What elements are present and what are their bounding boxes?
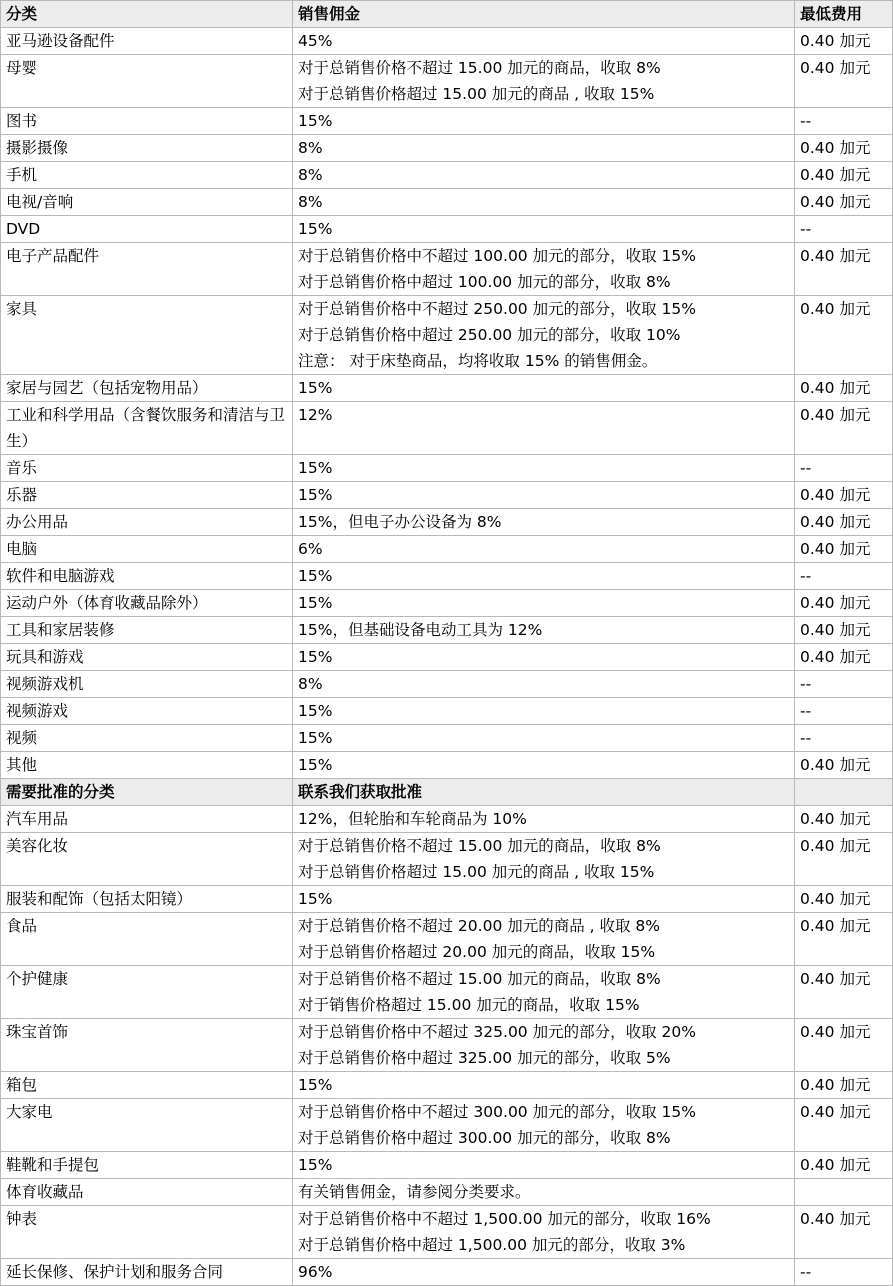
commission-cell — [293, 536, 795, 563]
commission-line: 对于总销售价格超过 15.00 加元的商品 , 收取 15% — [298, 85, 655, 103]
min-fee-cell: 0.40 加元 — [795, 162, 893, 189]
commission-line: 96% — [298, 1263, 333, 1281]
category-cell: 工具和家居装修 — [1, 617, 293, 644]
category-cell: 大家电 — [1, 1099, 293, 1152]
table-row — [1, 482, 893, 509]
commission-cell — [293, 913, 795, 966]
commission-cell — [293, 402, 795, 455]
commission-cell — [293, 216, 795, 243]
commission-cell — [293, 966, 795, 1019]
min-fee-cell: 0.40 加元 — [795, 966, 893, 1019]
table-row — [1, 108, 893, 135]
min-fee-cell: 0.40 加元 — [795, 1099, 893, 1152]
category-cell: 手机 — [1, 162, 293, 189]
approval-header-category: 需要批准的分类 — [1, 779, 293, 806]
table-row — [1, 536, 893, 563]
commission-cell — [293, 671, 795, 698]
min-fee-cell: 0.40 加元 — [795, 1152, 893, 1179]
commission-cell — [293, 509, 795, 536]
min-fee-cell: 0.40 加元 — [795, 243, 893, 296]
commission-line: 对于总销售价格中超过 300.00 加元的部分，收取 8% — [298, 1129, 671, 1147]
commission-cell — [293, 55, 795, 108]
commission-line: 8% — [298, 193, 323, 211]
commission-line: 12% — [298, 406, 333, 424]
table-row — [1, 1259, 893, 1286]
min-fee-cell: 0.40 加元 — [795, 509, 893, 536]
category-cell: DVD — [1, 216, 293, 243]
commission-cell — [293, 375, 795, 402]
category-cell: 电视/音响 — [1, 189, 293, 216]
category-cell: 办公用品 — [1, 509, 293, 536]
commission-line: 15% — [298, 756, 333, 774]
table-row — [1, 1019, 893, 1072]
category-cell: 鞋靴和手提包 — [1, 1152, 293, 1179]
commission-line: 15% — [298, 112, 333, 130]
commission-line: 15% — [298, 890, 333, 908]
table-row — [1, 55, 893, 108]
table-row — [1, 455, 893, 482]
commission-line: 15% — [298, 702, 333, 720]
commission-line: 注意： 对于床垫商品，均将收取 15% 的销售佣金。 — [298, 352, 658, 370]
min-fee-cell: 0.40 加元 — [795, 402, 893, 455]
commission-cell — [293, 162, 795, 189]
min-fee-cell: 0.40 加元 — [795, 617, 893, 644]
table-row — [1, 698, 893, 725]
commission-line: 15% — [298, 459, 333, 477]
header-min-fee: 最低费用 — [795, 1, 893, 28]
commission-line: 对于销售价格超过 15.00 加元的商品，收取 15% — [298, 996, 640, 1014]
table-row — [1, 402, 893, 455]
commission-line: 6% — [298, 540, 323, 558]
table-row — [1, 216, 893, 243]
category-cell: 视频 — [1, 725, 293, 752]
category-cell: 软件和电脑游戏 — [1, 563, 293, 590]
commission-cell — [293, 296, 795, 375]
category-cell: 摄影摄像 — [1, 135, 293, 162]
header-commission: 销售佣金 — [293, 1, 795, 28]
commission-line: 对于总销售价格中不超过 250.00 加元的部分，收取 15% — [298, 300, 696, 318]
commission-line: 8% — [298, 166, 323, 184]
min-fee-cell: 0.40 加元 — [795, 833, 893, 886]
min-fee-cell: 0.40 加元 — [795, 189, 893, 216]
table-row — [1, 725, 893, 752]
category-cell: 电子产品配件 — [1, 243, 293, 296]
commission-cell — [293, 1206, 795, 1259]
table-row — [1, 1072, 893, 1099]
min-fee-cell: 0.40 加元 — [795, 1072, 893, 1099]
table-row — [1, 1152, 893, 1179]
category-cell: 其他 — [1, 752, 293, 779]
min-fee-cell: -- — [795, 671, 893, 698]
category-cell: 运动户外（体育收藏品除外） — [1, 590, 293, 617]
category-cell: 图书 — [1, 108, 293, 135]
commission-cell — [293, 108, 795, 135]
min-fee-cell: 0.40 加元 — [795, 644, 893, 671]
commission-cell — [293, 563, 795, 590]
table-row — [1, 833, 893, 886]
table-row — [1, 806, 893, 833]
min-fee-cell: -- — [795, 108, 893, 135]
commission-line: 8% — [298, 675, 323, 693]
commission-cell — [293, 617, 795, 644]
commission-cell — [293, 1179, 795, 1206]
commission-line: 8% — [298, 139, 323, 157]
commission-line: 对于总销售价格超过 15.00 加元的商品 , 收取 15% — [298, 863, 655, 881]
commission-cell — [293, 1152, 795, 1179]
table-row — [1, 375, 893, 402]
min-fee-cell: 0.40 加元 — [795, 28, 893, 55]
category-cell: 亚马逊设备配件 — [1, 28, 293, 55]
commission-line: 15%，但电子办公设备为 8% — [298, 513, 502, 531]
category-cell: 箱包 — [1, 1072, 293, 1099]
commission-line: 15% — [298, 729, 333, 747]
commission-line: 对于总销售价格中超过 325.00 加元的部分，收取 5% — [298, 1049, 671, 1067]
table-row — [1, 1099, 893, 1152]
table-row — [1, 886, 893, 913]
commission-line: 12%，但轮胎和车轮商品为 10% — [298, 810, 527, 828]
commission-cell — [293, 28, 795, 55]
table-row — [1, 644, 893, 671]
table-row — [1, 189, 893, 216]
category-cell: 美容化妆 — [1, 833, 293, 886]
commission-cell — [293, 189, 795, 216]
commission-cell — [293, 1099, 795, 1152]
category-cell: 音乐 — [1, 455, 293, 482]
approval-header-row — [1, 779, 893, 806]
category-cell: 视频游戏机 — [1, 671, 293, 698]
table-row — [1, 752, 893, 779]
min-fee-cell: 0.40 加元 — [795, 375, 893, 402]
min-fee-cell: 0.40 加元 — [795, 752, 893, 779]
min-fee-cell: -- — [795, 725, 893, 752]
table-row — [1, 966, 893, 1019]
commission-line: 对于总销售价格不超过 15.00 加元的商品，收取 8% — [298, 59, 661, 77]
table-row — [1, 243, 893, 296]
category-cell: 体育收藏品 — [1, 1179, 293, 1206]
category-cell: 延长保修、保护计划和服务合同 — [1, 1259, 293, 1286]
commission-cell — [293, 725, 795, 752]
table-row — [1, 563, 893, 590]
min-fee-cell: 0.40 加元 — [795, 482, 893, 509]
min-fee-cell: -- — [795, 698, 893, 725]
commission-line: 15% — [298, 648, 333, 666]
category-cell: 个护健康 — [1, 966, 293, 1019]
table-row — [1, 1206, 893, 1259]
commission-cell — [293, 833, 795, 886]
commission-cell — [293, 243, 795, 296]
category-cell: 汽车用品 — [1, 806, 293, 833]
commission-cell — [293, 135, 795, 162]
table-row — [1, 162, 893, 189]
commission-line: 15% — [298, 567, 333, 585]
commission-cell — [293, 1259, 795, 1286]
category-cell: 钟表 — [1, 1206, 293, 1259]
min-fee-cell: 0.40 加元 — [795, 1206, 893, 1259]
commission-line: 对于总销售价格中不超过 1,500.00 加元的部分，收取 16% — [298, 1210, 711, 1228]
table-row — [1, 913, 893, 966]
table-row — [1, 28, 893, 55]
commission-line: 45% — [298, 32, 333, 50]
category-cell: 服装和配饰（包括太阳镜） — [1, 886, 293, 913]
category-cell: 家居与园艺（包括宠物用品） — [1, 375, 293, 402]
commission-cell — [293, 590, 795, 617]
min-fee-cell: 0.40 加元 — [795, 1019, 893, 1072]
commission-cell — [293, 752, 795, 779]
table-row — [1, 1179, 893, 1206]
min-fee-cell: -- — [795, 455, 893, 482]
table-header-row — [1, 1, 893, 28]
min-fee-cell: 0.40 加元 — [795, 55, 893, 108]
table-row — [1, 509, 893, 536]
min-fee-cell: 0.40 加元 — [795, 590, 893, 617]
commission-cell — [293, 644, 795, 671]
min-fee-cell: 0.40 加元 — [795, 296, 893, 375]
commission-cell — [293, 1072, 795, 1099]
commission-line: 15% — [298, 379, 333, 397]
category-cell: 电脑 — [1, 536, 293, 563]
commission-line: 对于总销售价格中超过 250.00 加元的部分，收取 10% — [298, 326, 681, 344]
commission-line: 15% — [298, 594, 333, 612]
commission-line: 对于总销售价格中不超过 100.00 加元的部分，收取 15% — [298, 247, 696, 265]
commission-line: 15% — [298, 486, 333, 504]
min-fee-cell: 0.40 加元 — [795, 536, 893, 563]
commission-line: 有关销售佣金，请参阅分类要求。 — [298, 1183, 531, 1201]
approval-header-min-fee — [795, 779, 893, 806]
commission-line: 15% — [298, 220, 333, 238]
category-cell: 家具 — [1, 296, 293, 375]
commission-line: 对于总销售价格中不超过 325.00 加元的部分，收取 20% — [298, 1023, 696, 1041]
commission-cell — [293, 806, 795, 833]
commission-cell — [293, 1019, 795, 1072]
category-cell: 母婴 — [1, 55, 293, 108]
commission-line: 对于总销售价格中超过 100.00 加元的部分，收取 8% — [298, 273, 671, 291]
commission-line: 对于总销售价格中超过 1,500.00 加元的部分，收取 3% — [298, 1236, 686, 1254]
category-cell: 玩具和游戏 — [1, 644, 293, 671]
commission-line: 对于总销售价格不超过 15.00 加元的商品，收取 8% — [298, 837, 661, 855]
min-fee-cell: 0.40 加元 — [795, 886, 893, 913]
table-row — [1, 296, 893, 375]
commission-line: 对于总销售价格不超过 15.00 加元的商品，收取 8% — [298, 970, 661, 988]
category-cell: 乐器 — [1, 482, 293, 509]
table-row — [1, 617, 893, 644]
min-fee-cell — [795, 1179, 893, 1206]
table-row — [1, 671, 893, 698]
approval-header-commission: 联系我们获取批准 — [293, 779, 795, 806]
commission-line: 15%，但基础设备电动工具为 12% — [298, 621, 543, 639]
table-row — [1, 590, 893, 617]
commission-line: 15% — [298, 1156, 333, 1174]
commission-line: 对于总销售价格中不超过 300.00 加元的部分，收取 15% — [298, 1103, 696, 1121]
commission-line: 对于总销售价格超过 20.00 加元的商品，收取 15% — [298, 943, 656, 961]
commission-cell — [293, 698, 795, 725]
category-cell: 视频游戏 — [1, 698, 293, 725]
commission-cell — [293, 455, 795, 482]
min-fee-cell: -- — [795, 1259, 893, 1286]
category-cell: 珠宝首饰 — [1, 1019, 293, 1072]
header-category: 分类 — [1, 1, 293, 28]
commission-line: 15% — [298, 1076, 333, 1094]
min-fee-cell: -- — [795, 216, 893, 243]
min-fee-cell: 0.40 加元 — [795, 913, 893, 966]
commission-cell — [293, 482, 795, 509]
table-row — [1, 135, 893, 162]
min-fee-cell: 0.40 加元 — [795, 806, 893, 833]
commission-cell — [293, 886, 795, 913]
min-fee-cell: -- — [795, 563, 893, 590]
category-cell: 食品 — [1, 913, 293, 966]
category-cell: 工业和科学用品（含餐饮服务和清洁与卫生） — [1, 402, 293, 455]
commission-line: 对于总销售价格不超过 20.00 加元的商品 , 收取 8% — [298, 917, 661, 935]
min-fee-cell: 0.40 加元 — [795, 135, 893, 162]
